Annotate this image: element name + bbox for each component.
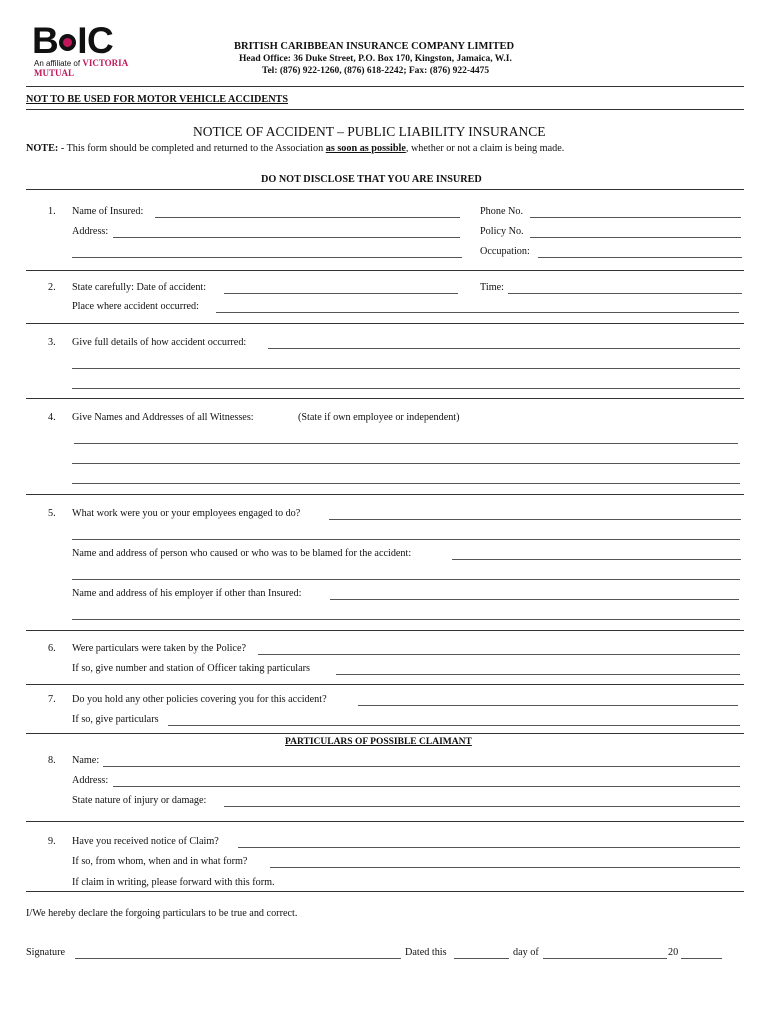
divider: [26, 891, 744, 892]
divider: [26, 109, 744, 110]
form-title: NOTICE OF ACCIDENT – PUBLIC LIABILITY INSURANCE: [193, 124, 546, 139]
other-policies-label: Do you hold any other policies covering you for this accident?: [72, 694, 327, 705]
witnesses-field-2[interactable]: [72, 463, 740, 464]
work-engaged-field[interactable]: [329, 519, 741, 520]
company-contact: Tel: (876) 922-1260, (876) 618-2242; Fax: (876) 922-4475: [262, 66, 490, 76]
accident-time-label: Time:: [480, 282, 504, 293]
claim-notice-field[interactable]: [238, 847, 740, 848]
divider: [26, 821, 744, 822]
declaration-text: I/We hereby declare the forgoing particulars to be true and correct.: [26, 908, 298, 919]
employer-field[interactable]: [330, 599, 739, 600]
claimant-name-field[interactable]: [103, 766, 740, 767]
witnesses-field[interactable]: [74, 443, 738, 444]
policy-label: Policy No.: [480, 226, 524, 237]
divider: [26, 494, 744, 495]
police-particulars-label: Were particulars were taken by the Police?: [72, 643, 246, 654]
work-engaged-field-2[interactable]: [72, 539, 740, 540]
claimant-address-label: Address:: [72, 775, 109, 786]
q1-number: 1.: [48, 206, 56, 217]
claimant-name-label: Name:: [72, 755, 100, 766]
claimant-heading: PARTICULARS OF POSSIBLE CLAIMANT: [285, 737, 472, 747]
logo-dot-icon: [59, 34, 76, 51]
blamed-person-field[interactable]: [452, 559, 741, 560]
disclose-warning: DO NOT DISCLOSE THAT YOU ARE INSURED: [261, 174, 482, 185]
dated-day-field[interactable]: [454, 958, 509, 959]
year-field[interactable]: [681, 958, 722, 959]
claim-source-field[interactable]: [270, 867, 740, 868]
q4-number: 4.: [48, 412, 56, 423]
accident-details-field-2[interactable]: [72, 368, 740, 369]
policy-particulars-label: If so, give particulars: [72, 714, 159, 725]
q3-number: 3.: [48, 337, 56, 348]
blamed-person-label: Name and address of person who caused or who was to be blamed for the accident:: [72, 548, 412, 559]
policy-particulars-field[interactable]: [168, 725, 740, 726]
claim-writing-note: If claim in writing, please forward with this form.: [72, 877, 275, 888]
company-name: BRITISH CARIBBEAN INSURANCE COMPANY LIMITED: [234, 41, 515, 52]
work-engaged-label: What work were you or your employees engaged to do?: [72, 508, 301, 519]
insured-address-label: Address:: [72, 226, 109, 237]
claimant-address-field[interactable]: [113, 786, 740, 787]
divider: [26, 323, 744, 324]
accident-place-field[interactable]: [216, 312, 739, 313]
q9-number: 9.: [48, 836, 56, 847]
company-logo: [32, 20, 162, 78]
accident-time-field[interactable]: [508, 293, 742, 294]
signature-field[interactable]: [75, 958, 401, 959]
q5-number: 5.: [48, 508, 56, 519]
divider: [26, 630, 744, 631]
employer-label: Name and address of his employer if other than Insured:: [72, 588, 302, 599]
insured-address-field-2[interactable]: [72, 257, 462, 258]
divider: [26, 684, 744, 685]
accident-details-field[interactable]: [268, 348, 740, 349]
q6-number: 6.: [48, 643, 56, 654]
affiliate-name: VICTORIA MUTUAL: [34, 58, 128, 78]
accident-details-field-3[interactable]: [72, 388, 740, 389]
q7-number: 7.: [48, 694, 56, 705]
form-note: NOTE: - This form should be completed and returned to the Association as soon as possible, whether or not a claim is being made.: [26, 143, 565, 154]
dated-label: Dated this: [405, 947, 447, 958]
logo-wordmark: B IC: [32, 20, 114, 61]
other-policies-field[interactable]: [358, 705, 738, 706]
divider: [26, 189, 744, 190]
month-field[interactable]: [543, 958, 667, 959]
officer-field[interactable]: [336, 674, 740, 675]
witnesses-field-3[interactable]: [72, 483, 740, 484]
injury-field[interactable]: [224, 806, 740, 807]
q8-number: 8.: [48, 755, 56, 766]
officer-label: If so, give number and station of Officer taking particulars: [72, 663, 311, 674]
accident-details-label: Give full details of how accident occurred:: [72, 337, 247, 348]
witnesses-note: (State if own employee or independent): [298, 412, 460, 423]
accident-date-label: State carefully: Date of accident:: [72, 282, 207, 293]
policy-field[interactable]: [530, 237, 741, 238]
insured-name-field[interactable]: [155, 217, 460, 218]
police-particulars-field[interactable]: [258, 654, 740, 655]
occupation-label: Occupation:: [480, 246, 530, 257]
divider: [26, 270, 744, 271]
year-prefix: 20: [668, 947, 679, 958]
blamed-person-field-2[interactable]: [72, 579, 740, 580]
phone-label: Phone No.: [480, 206, 524, 217]
accident-date-field[interactable]: [224, 293, 458, 294]
divider: [26, 398, 744, 399]
divider: [26, 86, 744, 87]
injury-label: State nature of injury or damage:: [72, 795, 207, 806]
q2-number: 2.: [48, 282, 56, 293]
divider: [26, 733, 744, 734]
accident-place-label: Place where accident occurred:: [72, 301, 199, 312]
occupation-field[interactable]: [538, 257, 742, 258]
not-motor-notice: NOT TO BE USED FOR MOTOR VEHICLE ACCIDENTS: [26, 94, 289, 105]
insured-name-label: Name of Insured:: [72, 206, 144, 217]
insured-address-field[interactable]: [113, 237, 460, 238]
claim-notice-label: Have you received notice of Claim?: [72, 836, 219, 847]
day-of-label: day of: [513, 947, 539, 958]
claim-source-label: If so, from whom, when and in what form?: [72, 856, 248, 867]
affiliate-line: An affiliate of VICTORIA MUTUAL: [34, 58, 128, 78]
phone-field[interactable]: [530, 217, 741, 218]
signature-label: Signature: [26, 947, 66, 958]
witnesses-label: Give Names and Addresses of all Witnesses:: [72, 412, 254, 423]
employer-field-2[interactable]: [72, 619, 740, 620]
company-address: Head Office: 36 Duke Street, P.O. Box 170, Kingston, Jamaica, W.I.: [239, 54, 512, 64]
